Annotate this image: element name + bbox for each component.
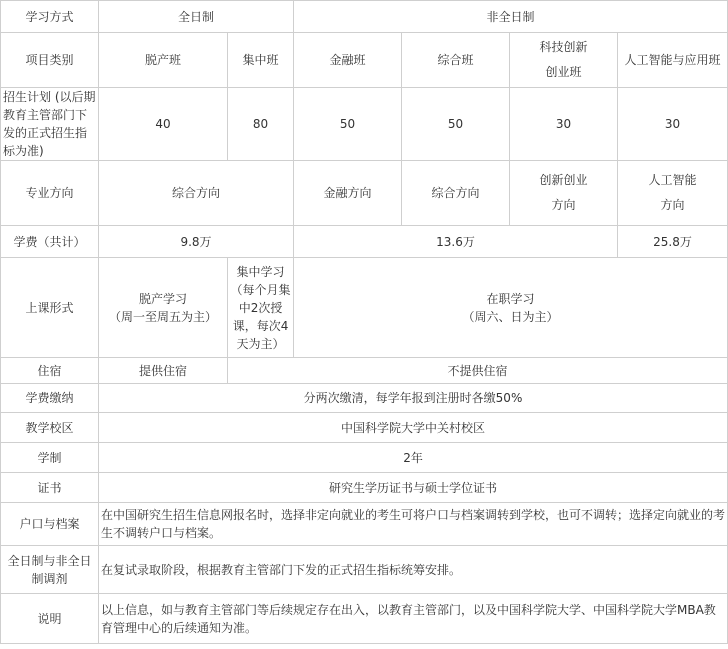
program-innovation-line2: 创业班 bbox=[545, 65, 582, 79]
housing-label: 住宿 bbox=[1, 358, 99, 384]
program-off-job: 脱产班 bbox=[99, 33, 228, 88]
major-ai-line1: 人工智能 bbox=[648, 172, 697, 187]
major-general: 综合方向 bbox=[402, 161, 510, 226]
major-label: 专业方向 bbox=[1, 161, 99, 226]
row-adjustment bbox=[1, 546, 728, 594]
class-format-label: 上课形式 bbox=[1, 258, 99, 358]
enrollment-off-job: 40 bbox=[99, 88, 228, 161]
row-program-type bbox=[1, 33, 728, 88]
program-intensive: 集中班 bbox=[228, 33, 294, 88]
major-finance: 金融方向 bbox=[294, 161, 402, 226]
tuition-innovation-ai: 25.8万 bbox=[618, 226, 728, 258]
enrollment-intensive: 80 bbox=[228, 88, 294, 161]
major-innovation-line1: 创新创业 bbox=[539, 172, 588, 187]
hukou-value: 在中国研究生招生信息网报名时，选择非定向就业的考生可将户口与档案调转到学校，也可不调转；选择定向就业的考生不调转户口与档案。 bbox=[99, 503, 728, 546]
part-time-header: 非全日制 bbox=[294, 1, 728, 33]
note-label: 说明 bbox=[1, 594, 99, 644]
enrollment-ai: 30 bbox=[618, 88, 728, 161]
class-format-off-job bbox=[99, 258, 228, 358]
campus-label: 教学校区 bbox=[1, 413, 99, 443]
program-innovation-line1: 科技创新 bbox=[539, 39, 588, 54]
study-mode-label: 学习方式 bbox=[1, 1, 99, 33]
row-enrollment bbox=[1, 88, 728, 161]
off-job-title: 脱产学习 bbox=[138, 291, 187, 306]
class-format-on-job bbox=[294, 258, 728, 358]
row-class-format bbox=[1, 258, 728, 358]
campus-value: 中国科学院大学中关村校区 bbox=[99, 413, 728, 443]
on-job-desc: （周六、日为主） bbox=[462, 309, 559, 324]
major-innovation-line2: 方向 bbox=[551, 198, 576, 212]
payment-label: 学费缴纳 bbox=[1, 384, 99, 413]
program-general: 综合班 bbox=[402, 33, 510, 88]
tuition-full-time: 9.8万 bbox=[99, 226, 294, 258]
enrollment-label: 招生计划 (以后期教育主管部门下发的正式招生指标为准) bbox=[1, 88, 99, 161]
major-full-time: 综合方向 bbox=[99, 161, 294, 226]
row-note bbox=[1, 594, 728, 644]
enrollment-general: 50 bbox=[402, 88, 510, 161]
adjustment-value: 在复试录取阶段，根据教育主管部门下发的正式招生指标统筹安排。 bbox=[99, 546, 728, 594]
row-payment bbox=[1, 384, 728, 413]
housing-provided: 提供住宿 bbox=[99, 358, 228, 384]
hukou-label: 户口与档案 bbox=[1, 503, 99, 546]
class-format-intensive: 集中学习（每个月集中2次授课，每次4天为主） bbox=[228, 258, 294, 358]
row-tuition bbox=[1, 226, 728, 258]
tuition-label: 学费（共计） bbox=[1, 226, 99, 258]
row-housing bbox=[1, 358, 728, 384]
row-certificate bbox=[1, 473, 728, 503]
enrollment-finance: 50 bbox=[294, 88, 402, 161]
row-campus bbox=[1, 413, 728, 443]
major-ai-line2: 方向 bbox=[660, 198, 685, 212]
note-value: 以上信息，如与教育主管部门等后续规定存在出入，以教育主管部门，以及中国科学院大学、中国科学院大学MBA教育管理中心的后续通知为准。 bbox=[99, 594, 728, 644]
duration-label: 学制 bbox=[1, 443, 99, 473]
program-ai: 人工智能与应用班 bbox=[618, 33, 728, 88]
major-innovation bbox=[510, 161, 618, 226]
row-study-mode bbox=[1, 1, 728, 33]
row-major bbox=[1, 161, 728, 226]
major-ai bbox=[618, 161, 728, 226]
program-finance: 金融班 bbox=[294, 33, 402, 88]
adjustment-label: 全日制与非全日制调剂 bbox=[1, 546, 99, 594]
program-innovation bbox=[510, 33, 618, 88]
certificate-value: 研究生学历证书与硕士学位证书 bbox=[99, 473, 728, 503]
enrollment-innovation: 30 bbox=[510, 88, 618, 161]
row-hukou bbox=[1, 503, 728, 546]
on-job-title: 在职学习 bbox=[486, 291, 535, 306]
off-job-desc: （周一至周五为主） bbox=[108, 309, 217, 324]
certificate-label: 证书 bbox=[1, 473, 99, 503]
duration-value: 2年 bbox=[99, 443, 728, 473]
row-duration bbox=[1, 443, 728, 473]
tuition-part-time: 13.6万 bbox=[294, 226, 618, 258]
program-type-label: 项目类别 bbox=[1, 33, 99, 88]
full-time-header: 全日制 bbox=[99, 1, 294, 33]
payment-value: 分两次缴清，每学年报到注册时各缴50% bbox=[99, 384, 728, 413]
housing-not-provided: 不提供住宿 bbox=[228, 358, 728, 384]
